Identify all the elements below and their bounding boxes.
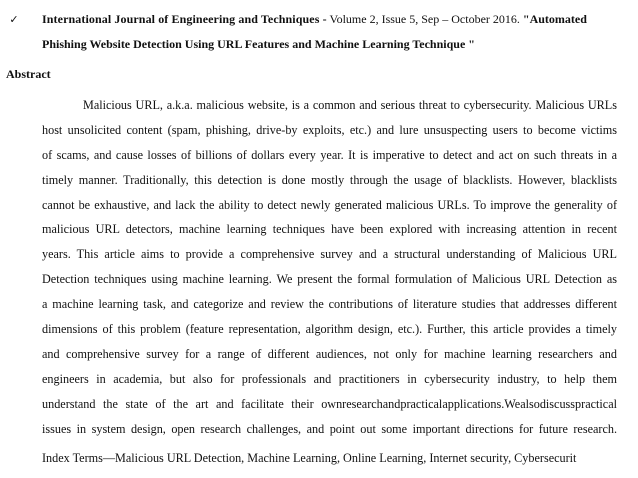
check-mark-icon: ✓ xyxy=(9,13,19,26)
paper-title-end: Phishing Website Detection Using URL Features and Machine Learning Technique " xyxy=(42,37,475,51)
citation-line-2 xyxy=(6,32,628,57)
volume-issue-date: Volume 2, Issue 5, Sep – October 2016. xyxy=(326,12,523,26)
index-terms: Index Terms—Malicious URL Detection, Machine Learning, Online Learning, Internet security, Cybersecurit xyxy=(42,451,577,465)
journal-name: International Journal of Engineering and Techniques - xyxy=(42,12,327,26)
abstract-line: malicious URL detectors, machine learning techniques have been explored with increasing attention in recent xyxy=(42,222,617,237)
abstract-line: a machine learning task, and categorize and review the contributions of literature studies that addresses different xyxy=(42,297,617,312)
abstract-line: of scams, and cause losses of billions of dollars every year. It is imperative to detect and act on such threats in a xyxy=(42,147,617,162)
citation-block xyxy=(6,7,628,57)
abstract-line: timely manner. Traditionally, this detection is done mostly through the usage of blacklists. However, blacklists xyxy=(42,172,617,187)
abstract-body xyxy=(42,93,617,441)
abstract-line: Malicious URL, a.k.a. malicious website, is a common and serious threat to cybersecurity. Malicious URLs xyxy=(83,98,617,112)
abstract-line: Detection techniques using machine learning. We present the formal formulation of Malicious URL Detection as xyxy=(42,272,617,287)
abstract-line: understand the state of the art and facilitate their ownresearchandpracticalapplications.Wealsodiscusspractical xyxy=(42,396,617,411)
citation-line-1 xyxy=(6,7,628,32)
abstract-line: issues in system design, open research challenges, and point out some important directions for future research. xyxy=(42,421,617,436)
paper-title-start: "Automated xyxy=(522,12,587,26)
abstract-line: and comprehensive survey for a range of different audiences, not only for machine learning researchers and xyxy=(42,346,617,361)
abstract-line: engineers in academia, but also for professionals and practitioners in cybersecurity industry, to help them xyxy=(42,371,617,386)
abstract-line: dimensions of this problem (feature representation, algorithm design, etc.). Further, this article provides a timely xyxy=(42,322,617,337)
abstract-line: years. This article aims to provide a comprehensive survey and a structural understanding of Malicious URL xyxy=(42,247,617,262)
abstract-line: host unsolicited content (spam, phishing, drive-by exploits, etc.) and lure unsuspecting users to become victims xyxy=(42,122,617,137)
abstract-line: cannot be exhaustive, and lack the ability to detect newly generated malicious URLs. To improve the generality of xyxy=(42,197,617,212)
abstract-heading: Abstract xyxy=(6,67,51,81)
